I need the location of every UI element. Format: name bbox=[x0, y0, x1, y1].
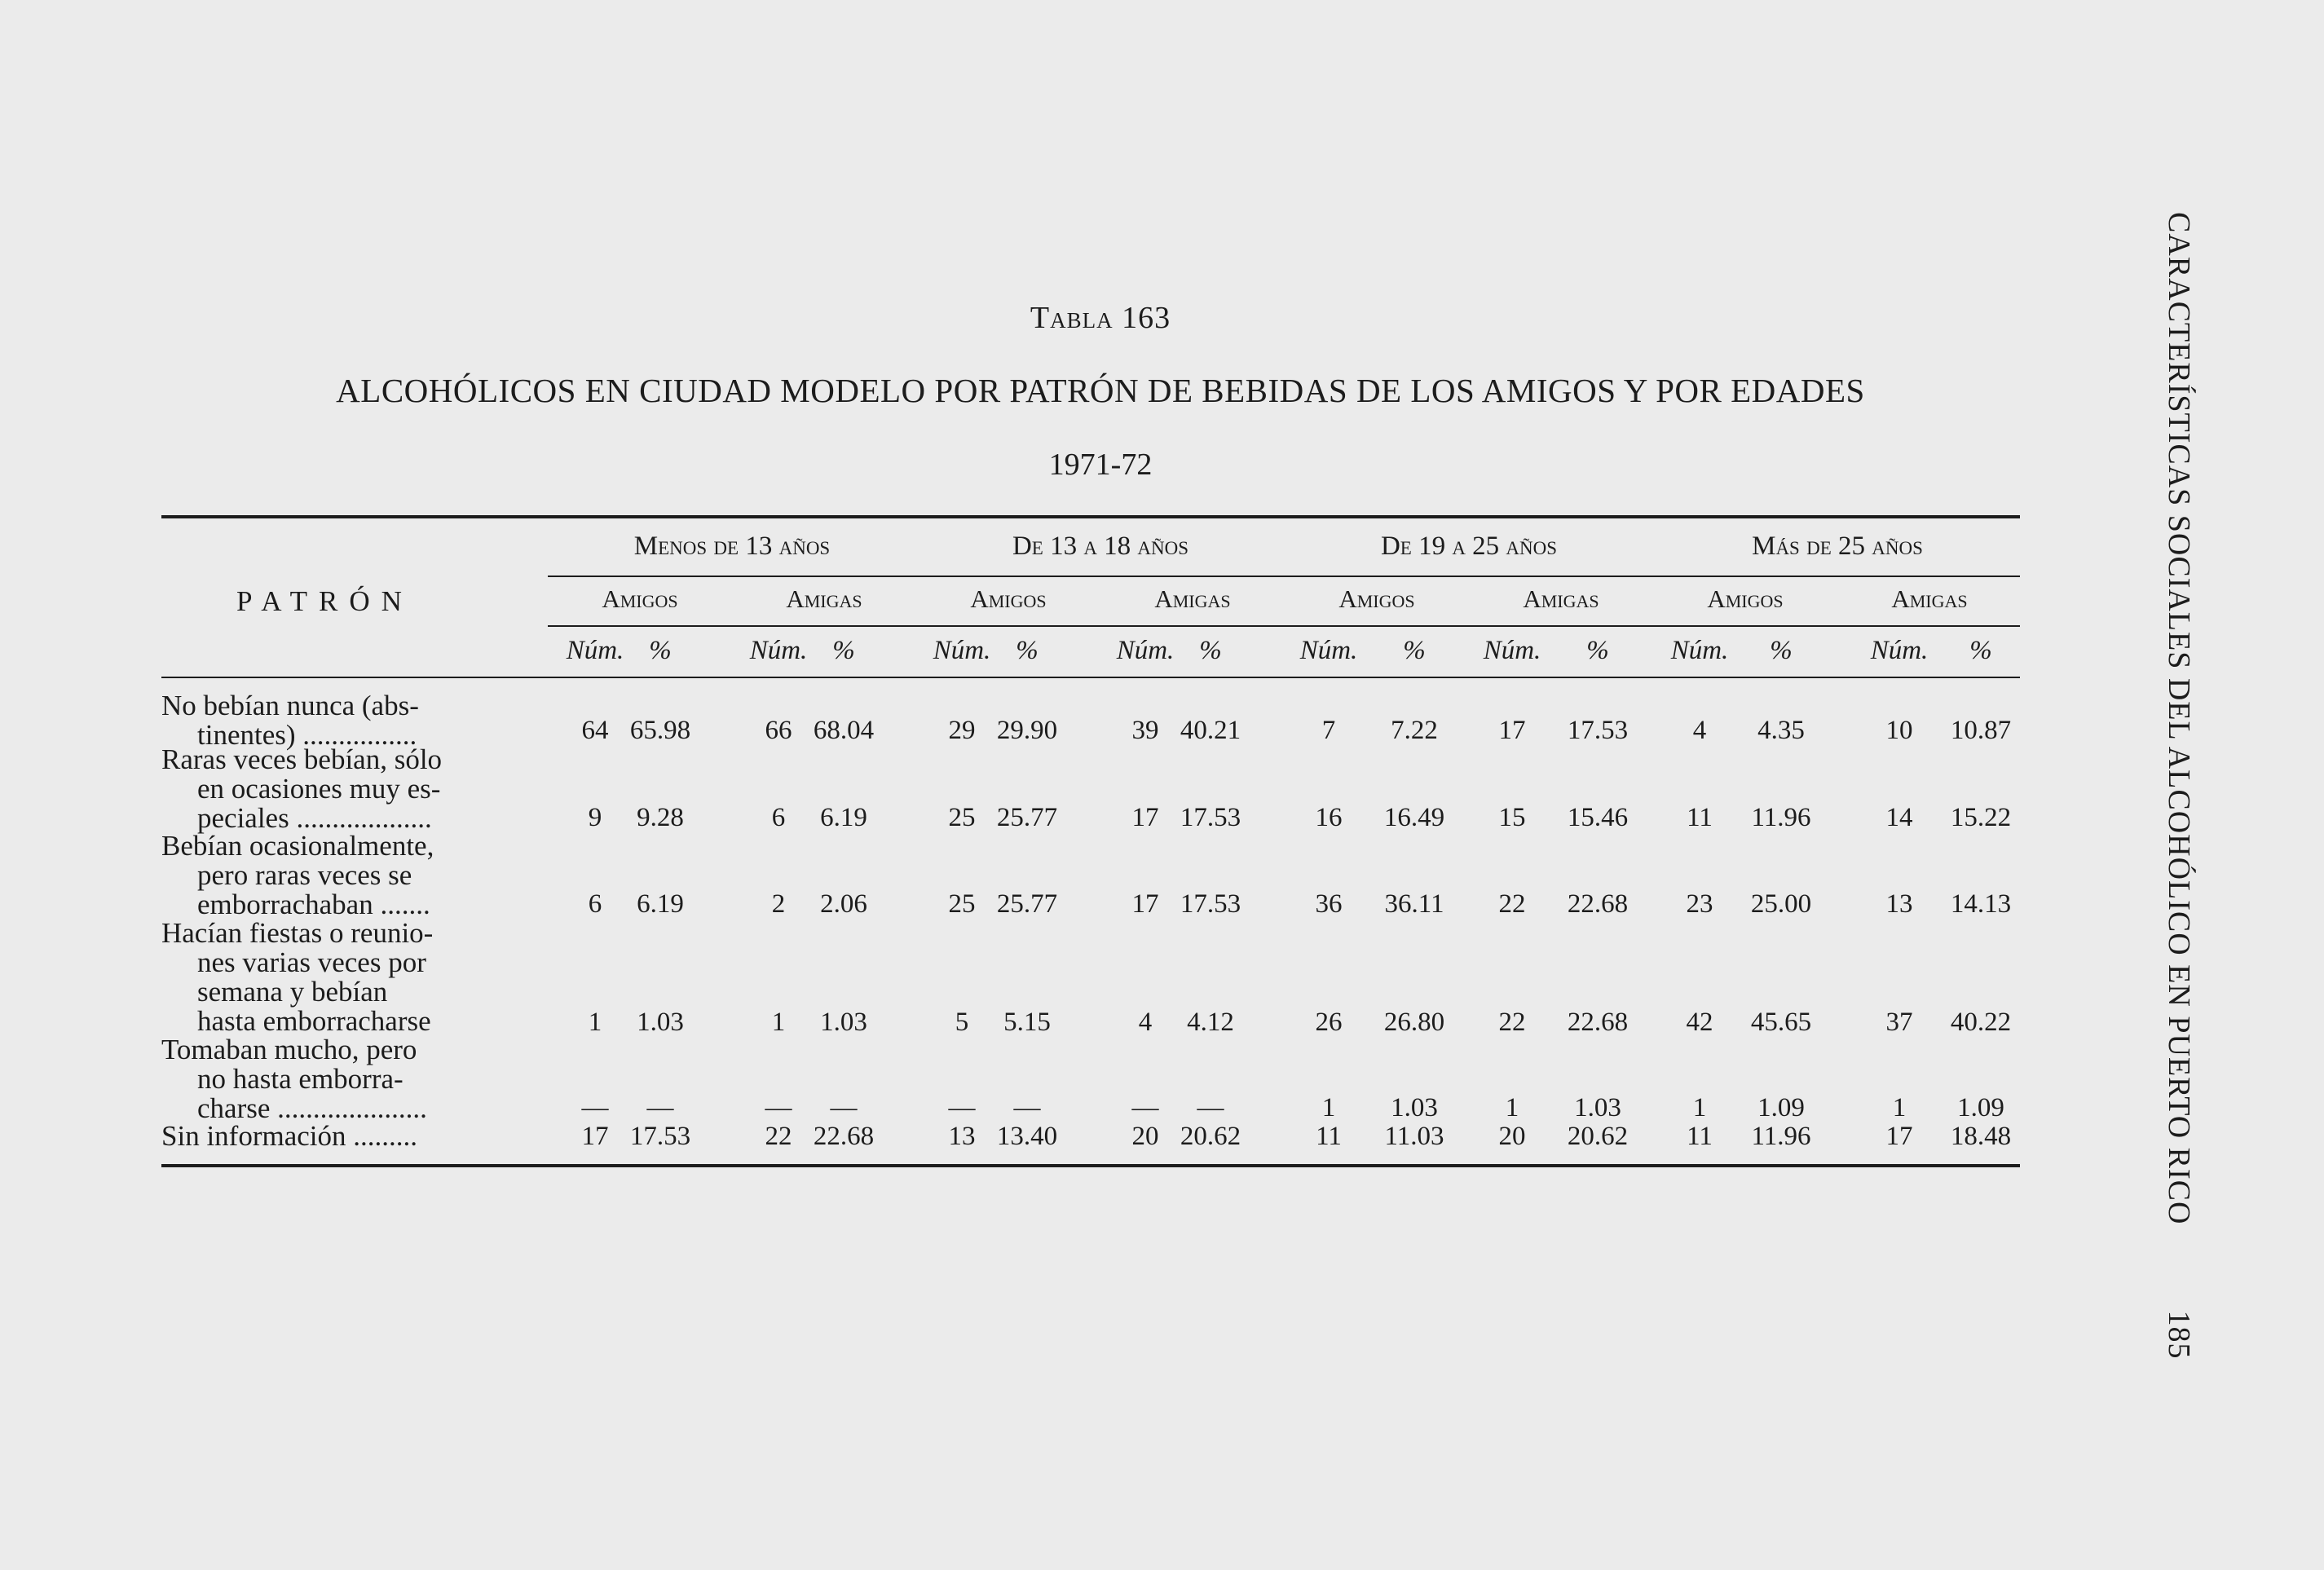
table-cell: 45.65 bbox=[1750, 1008, 1812, 1037]
table-cell: 6 bbox=[588, 889, 602, 919]
row-label-line: charse ..................... bbox=[197, 1092, 427, 1124]
table-cell: 20.62 bbox=[1567, 1122, 1629, 1151]
col-header-num: Núm. bbox=[1483, 636, 1541, 665]
table-cell: 26 bbox=[1315, 1008, 1343, 1037]
table-cell: 9.28 bbox=[637, 803, 684, 832]
table-cell: 66 bbox=[765, 716, 792, 745]
table-cell: 1 bbox=[588, 1008, 602, 1037]
row-label bbox=[161, 1122, 520, 1151]
table-label: Tabla 163 bbox=[1030, 301, 1171, 335]
table-cell: 7 bbox=[1321, 716, 1336, 745]
row-label-line: Hacían fiestas o reunio- bbox=[161, 917, 434, 949]
table-cell: 17.53 bbox=[1567, 716, 1629, 745]
table-cell: 42 bbox=[1686, 1008, 1713, 1037]
table-cell: — bbox=[1197, 1093, 1224, 1122]
sub-header-amigos: Amigos bbox=[602, 584, 678, 613]
table-cell: 9 bbox=[588, 803, 602, 832]
row-label-line: hasta emborracharse bbox=[197, 1005, 431, 1037]
table-cell: 20 bbox=[1498, 1122, 1526, 1151]
table-cell: 22 bbox=[765, 1122, 792, 1151]
table-cell: 4 bbox=[1138, 1008, 1153, 1037]
table-cell: 29 bbox=[948, 716, 976, 745]
table-cell: 14.13 bbox=[1950, 889, 2012, 919]
col-header-pct: % bbox=[1770, 636, 1793, 665]
row-label-line: No bebían nunca (abs- bbox=[161, 690, 419, 721]
table-cell: 17 bbox=[1131, 803, 1159, 832]
row-label bbox=[161, 919, 520, 1036]
row-label-line: peciales ................... bbox=[197, 802, 432, 834]
group-rule bbox=[548, 576, 2020, 577]
table-cell: 11.96 bbox=[1751, 803, 1811, 832]
table-cell: — bbox=[1013, 1093, 1041, 1122]
table-cell: 11 bbox=[1687, 803, 1713, 832]
table-cell: 1 bbox=[1892, 1093, 1907, 1122]
row-label-line: semana y bebían bbox=[197, 976, 388, 1008]
running-head-text: CARACTERÍSTICAS SOCIALES DEL ALCOHÓLICO EN PUERTO RICO bbox=[2162, 212, 2196, 1225]
row-label bbox=[161, 745, 520, 833]
table-cell: 5 bbox=[955, 1008, 969, 1037]
sub-header-amigos: Amigos bbox=[1338, 584, 1415, 613]
table-cell: 1.03 bbox=[637, 1008, 684, 1037]
table-cell: 2.06 bbox=[820, 889, 867, 919]
table-cell: 10.87 bbox=[1950, 716, 2012, 745]
table-cell: 16.49 bbox=[1383, 803, 1445, 832]
sub-header-amigas: Amigas bbox=[1891, 584, 1968, 613]
table-cell: 22.68 bbox=[813, 1122, 875, 1151]
col-header-pct: % bbox=[649, 636, 672, 665]
table-cell: 16 bbox=[1315, 803, 1343, 832]
table-cell: 2 bbox=[771, 889, 786, 919]
table-cell: 29.90 bbox=[996, 716, 1058, 745]
table-cell: 1.03 bbox=[820, 1008, 867, 1037]
table-cell: 13 bbox=[1885, 889, 1913, 919]
table-cell: 17 bbox=[1131, 889, 1159, 919]
table-cell: 11.96 bbox=[1751, 1122, 1811, 1151]
col-header-pct: % bbox=[1969, 636, 1992, 665]
table-cell: 25 bbox=[948, 803, 976, 832]
age-group-header: De 13 a 18 años bbox=[1012, 531, 1189, 561]
table-cell: 1.09 bbox=[1957, 1093, 2004, 1122]
row-label bbox=[161, 1035, 520, 1123]
sub-header-amigas: Amigas bbox=[1154, 584, 1231, 613]
table-cell: 10 bbox=[1885, 716, 1913, 745]
table-cell: 25 bbox=[948, 889, 976, 919]
table-cell: 17.53 bbox=[1180, 889, 1241, 919]
table-cell: 17.53 bbox=[1180, 803, 1241, 832]
table-cell: 39 bbox=[1131, 716, 1159, 745]
table-cell: 17 bbox=[1885, 1122, 1913, 1151]
page-number: 185 bbox=[2162, 1310, 2196, 1360]
running-head bbox=[2115, 212, 2197, 1360]
col-header-num: Núm. bbox=[1870, 636, 1929, 665]
table-cell: 36.11 bbox=[1384, 889, 1444, 919]
table-cell: 1.03 bbox=[1391, 1093, 1438, 1122]
table-cell: 36 bbox=[1315, 889, 1343, 919]
row-label-line: Tomaban mucho, pero bbox=[161, 1034, 417, 1065]
table-cell: 7.22 bbox=[1391, 716, 1438, 745]
top-rule bbox=[161, 515, 2020, 518]
table-cell: 23 bbox=[1686, 889, 1713, 919]
sub-header-amigos: Amigos bbox=[970, 584, 1047, 613]
table-cell: 1.09 bbox=[1757, 1093, 1805, 1122]
row-label-line: en ocasiones muy es- bbox=[197, 773, 441, 805]
table-cell: 40.21 bbox=[1180, 716, 1241, 745]
table-cell: 15.22 bbox=[1950, 803, 2012, 832]
col-header-pct: % bbox=[1199, 636, 1222, 665]
table-cell: 40.22 bbox=[1950, 1008, 2012, 1037]
table-cell: 65.98 bbox=[629, 716, 691, 745]
stub-header: PATRÓN bbox=[236, 585, 413, 617]
age-group-header: Más de 25 años bbox=[1752, 531, 1923, 561]
row-label-line: nes varias veces por bbox=[197, 946, 426, 978]
table-cell: 22.68 bbox=[1567, 889, 1629, 919]
table-cell: 6.19 bbox=[637, 889, 684, 919]
table-cell: 1 bbox=[1505, 1093, 1519, 1122]
header-bottom-rule bbox=[161, 677, 2020, 678]
col-header-num: Núm. bbox=[1670, 636, 1729, 665]
table-title: ALCOHÓLICOS EN CIUDAD MODELO POR PATRÓN DE BEBIDAS DE LOS AMIGOS Y POR EDADES bbox=[336, 372, 1865, 409]
table-cell: 1 bbox=[1692, 1093, 1707, 1122]
row-label-line: Bebían ocasionalmente, bbox=[161, 830, 434, 862]
table-cell: 4 bbox=[1692, 716, 1707, 745]
row-label-line: tinentes) ................ bbox=[197, 719, 417, 751]
col-header-pct: % bbox=[1016, 636, 1039, 665]
table-cell: 17.53 bbox=[629, 1122, 691, 1151]
table-cell: 1 bbox=[771, 1008, 786, 1037]
col-header-pct: % bbox=[1403, 636, 1426, 665]
table-cell: 13.40 bbox=[996, 1122, 1058, 1151]
row-label-line: emborrachaban ....... bbox=[197, 889, 430, 920]
table-cell: 68.04 bbox=[813, 716, 875, 745]
table-cell: 15.46 bbox=[1567, 803, 1629, 832]
table-cell: — bbox=[1131, 1093, 1159, 1122]
table-cell: 11.03 bbox=[1384, 1122, 1444, 1151]
table-cell: 25.77 bbox=[996, 889, 1058, 919]
table-cell: 4.12 bbox=[1187, 1008, 1234, 1037]
row-label bbox=[161, 691, 520, 750]
table-cell: 6.19 bbox=[820, 803, 867, 832]
table-cell: — bbox=[646, 1093, 674, 1122]
table-cell: 18.48 bbox=[1950, 1122, 2012, 1151]
table-cell: — bbox=[948, 1093, 976, 1122]
table-cell: 37 bbox=[1885, 1008, 1913, 1037]
col-header-num: Núm. bbox=[566, 636, 624, 665]
table-cell: 13 bbox=[948, 1122, 976, 1151]
table-cell: 20 bbox=[1131, 1122, 1159, 1151]
sub-header-amigas: Amigas bbox=[1523, 584, 1599, 613]
table-cell: — bbox=[765, 1093, 792, 1122]
table-cell: 15 bbox=[1498, 803, 1526, 832]
col-header-pct: % bbox=[832, 636, 855, 665]
sub-header-amigos: Amigos bbox=[1707, 584, 1784, 613]
col-header-num: Núm. bbox=[933, 636, 991, 665]
age-group-header: Menos de 13 años bbox=[633, 531, 831, 561]
row-label bbox=[161, 831, 520, 920]
row-label-line: Raras veces bebían, sólo bbox=[161, 743, 443, 775]
row-label-line: Sin información ......... bbox=[161, 1120, 417, 1152]
age-group-header: De 19 a 25 años bbox=[1380, 531, 1558, 561]
bottom-rule bbox=[161, 1164, 2020, 1167]
table-cell: 20.62 bbox=[1180, 1122, 1241, 1151]
table-cell: 26.80 bbox=[1383, 1008, 1445, 1037]
table-cell: 22 bbox=[1498, 1008, 1526, 1037]
table-cell: 25.77 bbox=[996, 803, 1058, 832]
sub-header-amigas: Amigas bbox=[786, 584, 862, 613]
table-cell: 5.15 bbox=[1003, 1008, 1051, 1037]
table-cell: 17 bbox=[581, 1122, 609, 1151]
table-cell: 14 bbox=[1885, 803, 1913, 832]
table-cell: 25.00 bbox=[1750, 889, 1812, 919]
table-cell: 6 bbox=[771, 803, 786, 832]
row-label-line: no hasta emborra- bbox=[197, 1063, 404, 1095]
col-header-num: Núm. bbox=[1116, 636, 1175, 665]
table-cell: 22.68 bbox=[1567, 1008, 1629, 1037]
table-cell: 11 bbox=[1316, 1122, 1342, 1151]
table-cell: 1 bbox=[1321, 1093, 1336, 1122]
table-cell: — bbox=[830, 1093, 858, 1122]
table-cell: 4.35 bbox=[1757, 716, 1805, 745]
row-label-line: pero raras veces se bbox=[197, 859, 412, 891]
table-cell: 17 bbox=[1498, 716, 1526, 745]
table-cell: 1.03 bbox=[1574, 1093, 1621, 1122]
table-cell: 64 bbox=[581, 716, 609, 745]
table-cell: 22 bbox=[1498, 889, 1526, 919]
col-header-num: Núm. bbox=[749, 636, 808, 665]
table-cell: 11 bbox=[1687, 1122, 1713, 1151]
subgroup-rule bbox=[548, 625, 2020, 627]
table-cell: — bbox=[581, 1093, 609, 1122]
col-header-pct: % bbox=[1586, 636, 1609, 665]
col-header-num: Núm. bbox=[1299, 636, 1358, 665]
table-years: 1971-72 bbox=[1048, 448, 1153, 482]
